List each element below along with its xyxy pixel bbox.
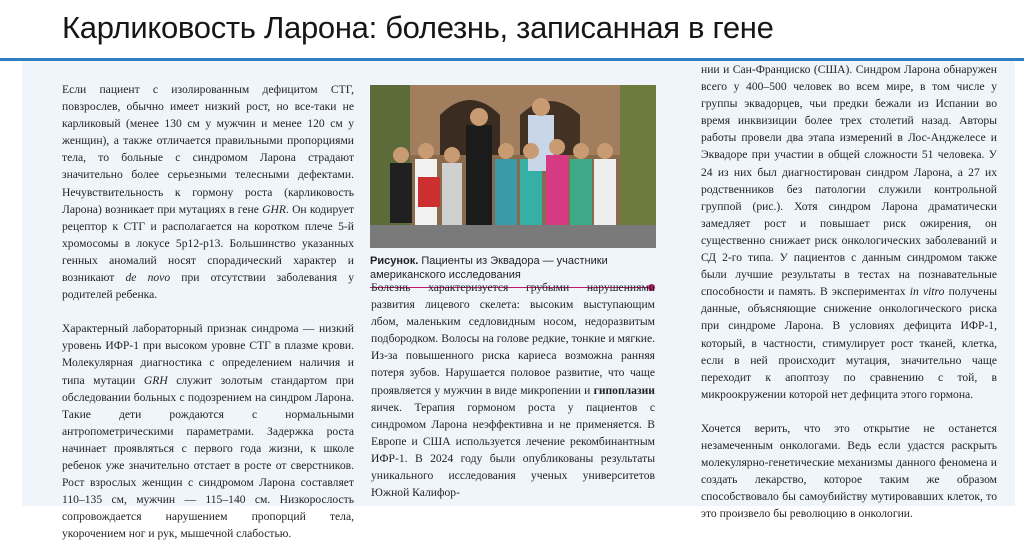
col1-paragraph-2: Характерный лабораторный признак синдрома — низкий уровень ИФР-1 при высоком уровне СТГ в плазме крови. Молекулярная диагностика с определением наличия и типа мутации GRH служит золотым стандартом при обследовании больных с подозрением на синдром Ларона. Такие дети рождаются с нормальными антропометрическими параметрами. Задержка роста начинает проявляться с первого года жизни, к школе ребенок уже значительно отстает в росте от сверстников. Рост взрослых женщин с синдромом Ларона составляет 110–135 см, мужчин — 115–140 см. Низкорослость сопровождается нарушением пропорций тела, укорочением ног и рук, мышечной слабостью. bbox=[62, 322, 354, 541]
column-1 bbox=[62, 81, 354, 559]
col3-paragraph-2: Хочется верить, что это открытие не останется незамеченным онкологами. Ведь если удастся раскрыть молекулярно-генетические механизмы данного феномена и создать лекарство, которое таким же образом способствовало бы самоубийству мутировавших клеток, то это произвело бы революцию в онкологии. bbox=[701, 421, 997, 521]
col1-paragraph-1: Если пациент с изолированным дефицитом СТГ, повзрослев, обычно имеет низкий рост, но все-таки не карликовый (менее 130 см у мужчин и менее 120 см у женщин), а также отличается правильными пропорциями тела, то больные с синдромом Ларона страдают значительно более серьезными телесными дефектами. Нечувствительность к гормону роста (карликовость Ларона) возникает при мутациях в гене GHR. Он кодирует рецептор к СТГ и располагается на коротком плече 5-й хромосомы в локусе 5p12-p13. Большинство указанных генных аномалий носят спорадический характер и возникают de novo при отсутствии заболевания у родителей ребенка. bbox=[62, 83, 355, 302]
col2-paragraph-1: Болезнь характеризуется грубыми нарушениями развития лицевого скелета: высоким выступающим лбом, маленьким седловидным носом, недоразвитым подбородком. Волосы на голове редкие, тонкие и мягкие. Из-за повышенного риска кариеса возможна ранняя потеря зубов. Нарушается половое развитие, что чаще проявляется у мужчин в виде микропении и гипоплазии яичек. Терапия гормоном роста у пациентов с синдромом Ларона неэффективна и не применяется. В Европе и США используется лечение рекомбинантным ИФР-1. В 2024 году были опубликованы результаты уникального исследования ученых университетов Южной Калифор- bbox=[371, 281, 655, 500]
column-3 bbox=[701, 61, 997, 539]
column-2 bbox=[371, 279, 655, 518]
article-title: Карликовость Ларона: болезнь, записанная в гене bbox=[62, 10, 774, 45]
figure-caption: Рисунок. Пациенты из Эквадора — участники американского исследования bbox=[370, 255, 608, 281]
patients-photo bbox=[370, 85, 656, 248]
article-panel bbox=[22, 61, 1015, 541]
col3-paragraph-1: нии и Сан-Франциско (США). Синдром Ларона обнаружен всего у 400–500 человек во всем мире, в том числе у группы эквадорцев, чьи предки бежали из Испании во время инквизиции более трех столетий назад. Авторы работы провели два этапа измерений в Лос-Анджелесе и Эквадоре при участии в общей сложности 51 человека. У 24 из них был диагностирован синдром Ларона, а 27 их родственников без патологии служили контрольной группой (рис.). Хотя синдром Ларона драматически замедляет рост и повышает риск ожирения, он существенно снижает риск онкологических заболеваний и СД 2-го типа. У пациентов с данным синдромом также были лучшие результаты в тестах на познавательные способности и память. В экспериментах in vitro получены данные, объясняющие снижение онкологического риска при синдроме Ларона. В условиях дефицита ИФР-1, который, в частности, стимулирует рост тканей, клетка, если в ней происходит мутация, значительно чаще переходит к апоптозу по сравнению с той, в микроокружении которой нет дефицита этого гормона. bbox=[701, 63, 998, 401]
